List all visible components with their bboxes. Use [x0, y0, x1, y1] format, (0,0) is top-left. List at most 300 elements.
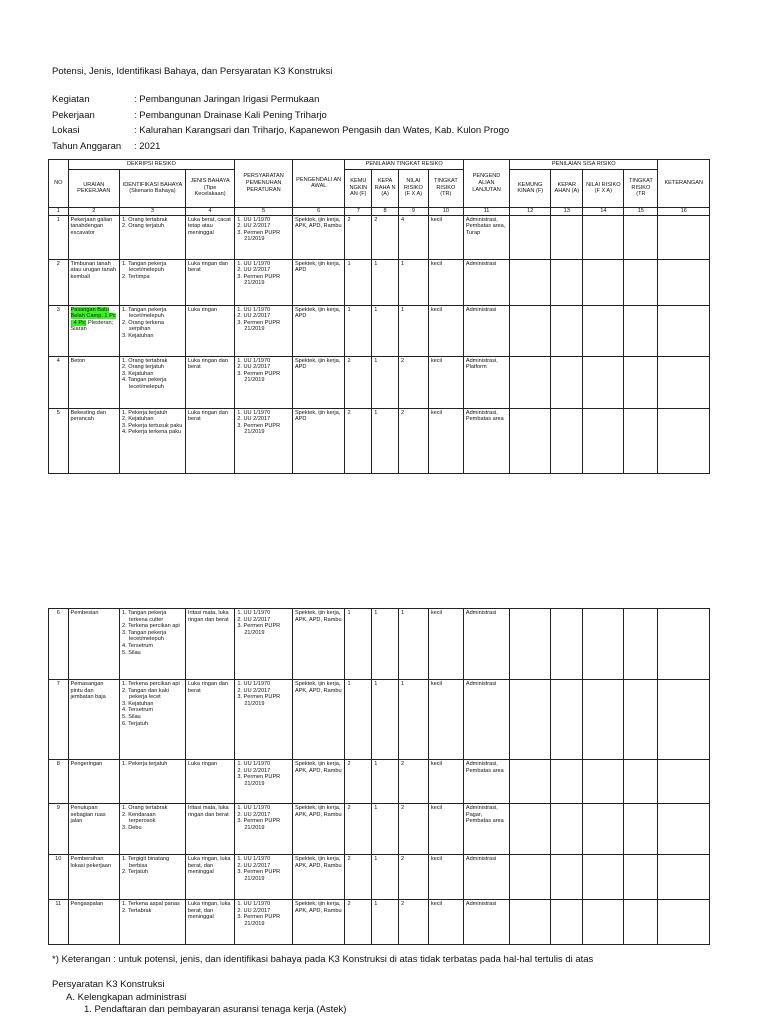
cell-jenis: Luka berat, cacat tetap atau meninggal — [185, 215, 234, 259]
cell-uraian — [68, 900, 119, 945]
cell-empty — [583, 356, 624, 408]
hazard-item: 2. Terkena percikan api — [122, 623, 180, 630]
cell-empty — [583, 804, 624, 855]
cell-tingkat: kecil — [428, 305, 463, 356]
cell-empty — [551, 760, 583, 804]
cell-kemungkinan: 2 — [345, 804, 372, 855]
cell-empty — [658, 356, 710, 408]
uraian-text: Penutupan sebagian ruas jalan — [70, 805, 106, 825]
regulation-list — [237, 761, 290, 787]
cell-jenis: Luka ringan dan berat — [185, 680, 234, 760]
meta-row-tahun — [52, 139, 509, 155]
header-keterangan: KETERANGAN — [658, 160, 710, 208]
meta-value: : 2021 — [134, 140, 161, 152]
regulation-list — [237, 901, 290, 927]
cell-keparahan: 1 — [372, 855, 399, 900]
cell-uraian — [68, 760, 119, 804]
header-kemungkinan: KEMU NGKIN AN (F) — [345, 169, 372, 207]
regulation-item: 1. UU 1/1970 — [237, 856, 271, 862]
hazard-item: 2. Kejatuhan — [122, 416, 154, 423]
header-pengendali-awal: PENGENDALI AN AWAL — [292, 160, 345, 208]
footnote: *) Keterangan : untuk potensi, jenis, dan identifikasi bahaya pada K3 Konstruksi di atas tidak terbatas pada hal-hal tertulis di atas — [52, 954, 594, 965]
regulation-list — [237, 358, 290, 384]
hazard-list — [122, 307, 183, 340]
hazard-item: 4. Tersetrum — [122, 707, 153, 714]
regulation-list — [237, 610, 290, 636]
cell-pengendali-awal: Spektek, ijin kerja, APD — [292, 305, 345, 356]
regulation-item: 1. UU 1/1970 — [237, 901, 271, 907]
col-number: 6 — [292, 207, 345, 215]
cell-keparahan: 1 — [372, 609, 399, 680]
header-persyaratan: PERSYARATAN PEMENUHAN PERATURAN — [235, 160, 293, 208]
cell-empty — [624, 259, 658, 305]
cell-peraturan — [235, 680, 293, 760]
col-number: 16 — [658, 207, 710, 215]
table-row — [49, 900, 710, 945]
cell-kemungkinan: 2 — [345, 900, 372, 945]
cell-empty — [510, 408, 551, 473]
hazard-item: 2. Kendaraan terperosok — [122, 811, 156, 825]
cell-uraian — [68, 804, 119, 855]
risk-table-body-2 — [49, 609, 710, 945]
cell-empty — [510, 680, 551, 760]
meta-label: Pekerjaan — [52, 109, 95, 121]
header-kemungkinan-sisa: KEMUNG KINAN (F) — [510, 169, 551, 207]
regulation-item: 1. UU 1/1970 — [237, 306, 271, 313]
meta-value: : Kalurahan Karangsari dan Triharjo, Kapanewon Pengasih dan Wates, Kab. Kulon Progo — [134, 125, 510, 136]
cell-no: 7 — [49, 680, 69, 760]
cell-bahaya — [120, 408, 186, 473]
cell-keparahan: 1 — [372, 804, 399, 855]
cell-empty — [510, 609, 551, 680]
cell-lanjutan: Administrasi, Pagar, Pembatas area — [463, 804, 509, 855]
uraian-text: Pembesian — [70, 610, 99, 616]
regulation-item: 1. UU 1/1970 — [237, 681, 271, 687]
document-title: Potensi, Jenis, Identifikasi Bahaya, dan Persyaratan K3 Konstruksi — [52, 66, 333, 77]
cell-empty — [551, 804, 583, 855]
cell-empty — [624, 680, 658, 760]
hazard-list — [122, 261, 183, 281]
cell-peraturan — [235, 855, 293, 900]
cell-keparahan: 1 — [372, 760, 399, 804]
hazard-list — [122, 217, 183, 230]
cell-uraian — [68, 215, 119, 259]
cell-empty — [551, 609, 583, 680]
cell-peraturan — [235, 609, 293, 680]
cell-lanjutan: Administrasi — [463, 609, 509, 680]
hazard-item: 1. Orang tertabrak — [122, 216, 168, 223]
cell-uraian — [68, 855, 119, 900]
regulation-item: 2. UU 2/2017 — [237, 616, 271, 623]
regulation-item: 2. UU 2/2017 — [237, 811, 271, 818]
cell-empty — [624, 305, 658, 356]
uraian-text: Pemasangan pintu dan jembatan baja — [70, 681, 106, 701]
cell-uraian — [68, 356, 119, 408]
table-row — [49, 609, 710, 680]
table-row — [49, 215, 710, 259]
cell-kemungkinan: 1 — [345, 259, 372, 305]
meta-label: Kegiatan — [52, 94, 90, 105]
cell-tingkat: kecil — [428, 609, 463, 680]
col-number: 3 — [120, 207, 186, 215]
table-row — [49, 259, 710, 305]
cell-pengendali-awal: Spektek, ijin kerja, APK, APD, Rambu — [292, 855, 345, 900]
cell-tingkat: kecil — [428, 408, 463, 473]
hazard-item: 3. Kejatuhan — [122, 370, 154, 377]
hazard-item: 6. Terjatuh — [122, 720, 149, 727]
cell-empty — [658, 804, 710, 855]
cell-uraian — [68, 259, 119, 305]
cell-empty — [583, 680, 624, 760]
cell-no: 6 — [49, 609, 69, 680]
cell-lanjutan: Administrasi — [463, 259, 509, 305]
hazard-item: 5. Silau — [122, 713, 141, 720]
cell-tingkat: kecil — [428, 215, 463, 259]
cell-empty — [624, 609, 658, 680]
hazard-list — [122, 610, 183, 656]
cell-empty — [624, 215, 658, 259]
cell-keparahan: 1 — [372, 408, 399, 473]
requirements-heading: Persyaratan K3 Konstruksi — [52, 979, 165, 990]
cell-empty — [510, 804, 551, 855]
regulation-item: 2. UU 2/2017 — [237, 862, 271, 869]
uraian-text: Plesteran; Siaran — [70, 319, 114, 333]
cell-empty — [551, 855, 583, 900]
cell-peraturan — [235, 259, 293, 305]
cell-pengendali-awal: Spektek, ijin kerja, APD — [292, 259, 345, 305]
hazard-item: 4. Tersetrum — [122, 642, 153, 649]
cell-jenis: Luka ringan dan berat — [185, 356, 234, 408]
col-number: 1 — [49, 207, 69, 215]
regulation-list — [237, 410, 290, 436]
cell-no: 5 — [49, 408, 69, 473]
regulation-item: 3. Permen PUPR 21/2019 — [237, 273, 281, 287]
header-sisa-risiko: PENILAIAN SISA RISIKO — [510, 160, 658, 170]
cell-tingkat: kecil — [428, 900, 463, 945]
cell-kemungkinan: 2 — [345, 408, 372, 473]
header-deskripsi: DEKRIPSI RESIKO — [68, 160, 235, 170]
cell-peraturan — [235, 408, 293, 473]
requirements-item-1: 1. Pendaftaran dan pembayaran asuransi tenaga kerja (Astek) — [84, 1004, 347, 1015]
hazard-item: 1. Pekerja terjatuh — [122, 761, 168, 767]
cell-bahaya — [120, 259, 186, 305]
regulation-item: 1. UU 1/1970 — [237, 357, 271, 364]
cell-nilai: 1 — [398, 305, 428, 356]
cell-empty — [510, 760, 551, 804]
cell-empty — [624, 804, 658, 855]
uraian-text: Pengeringan — [70, 761, 103, 767]
cell-empty — [551, 215, 583, 259]
cell-no: 3 — [49, 305, 69, 356]
regulation-list — [237, 261, 290, 287]
column-number-row — [49, 207, 710, 215]
hazard-item: 1. Pekerja terjatuh — [122, 409, 168, 416]
cell-empty — [583, 609, 624, 680]
cell-jenis: Luka ringan — [185, 760, 234, 804]
cell-empty — [658, 760, 710, 804]
meta-value: : Pembangunan Drainase Kali Pening Triharjo — [134, 109, 327, 121]
cell-jenis: Luka ringan dan berat — [185, 408, 234, 473]
uraian-text: Bekesting dan perancah — [70, 409, 106, 423]
header-nilai-sisa: NILAI RISIKO (F X A) — [583, 169, 624, 207]
table-row — [49, 356, 710, 408]
cell-bahaya — [120, 900, 186, 945]
cell-empty — [510, 259, 551, 305]
hazard-item: 3. Kejatuhan — [122, 700, 154, 707]
cell-empty — [624, 760, 658, 804]
regulation-item: 2. UU 2/2017 — [237, 907, 271, 914]
hazard-item: 5. Silau — [122, 649, 141, 656]
regulation-item: 2. UU 2/2017 — [237, 267, 271, 274]
cell-uraian — [68, 680, 119, 760]
cell-empty — [551, 680, 583, 760]
regulation-item: 3. Permen PUPR 21/2019 — [237, 869, 281, 882]
cell-jenis: Luka ringan dan berat — [185, 259, 234, 305]
cell-empty — [583, 855, 624, 900]
cell-nilai: 4 — [398, 215, 428, 259]
cell-nilai: 2 — [399, 760, 429, 804]
cell-keparahan: 1 — [372, 680, 399, 760]
hazard-item: 1. Terkena aspal panas — [122, 901, 180, 907]
cell-empty — [510, 855, 551, 900]
cell-empty — [510, 356, 551, 408]
cell-no: 2 — [49, 259, 69, 305]
risk-table-body-1 — [49, 215, 710, 473]
cell-tingkat: kecil — [428, 855, 463, 900]
meta-label: Lokasi — [52, 125, 80, 136]
cell-empty — [658, 215, 710, 259]
cell-no: 4 — [49, 356, 69, 408]
cell-jenis: Iritasi mata, luka ringan dan berat — [185, 804, 234, 855]
header-tingkat-sisa: TINGKAT RISIKO (TR — [624, 169, 658, 207]
uraian-text: Pembersihan lokasi pekerjaan — [70, 856, 111, 869]
hazard-item: 2. Orang terjatuh — [122, 223, 164, 230]
cell-empty — [551, 356, 583, 408]
regulation-item: 1. UU 1/1970 — [237, 761, 271, 767]
uraian-text: Timbunan tanah atau urugan tanah kembali — [70, 260, 116, 280]
hazard-item: 2. Tertabrak — [122, 907, 152, 914]
header-identifikasi: IDENTIFIKASI BAHAYA (Skenario Bahaya) — [120, 169, 186, 207]
hazard-list — [122, 358, 183, 391]
meta-row-lokasi — [52, 123, 509, 139]
project-info — [52, 92, 509, 154]
cell-kemungkinan: 1 — [345, 680, 372, 760]
cell-lanjutan: Administrasi — [463, 305, 509, 356]
col-number: 4 — [185, 207, 234, 215]
meta-row-pekerjaan — [52, 108, 509, 124]
cell-keparahan: 1 — [372, 259, 399, 305]
cell-uraian — [68, 305, 119, 356]
cell-empty — [551, 259, 583, 305]
hazard-item: 2. Orang terjatuh — [122, 364, 164, 371]
cell-empty — [583, 305, 624, 356]
cell-lanjutan: Administrasi — [463, 900, 509, 945]
header-no: NO — [49, 160, 69, 208]
cell-tingkat: kecil — [428, 259, 463, 305]
col-number: 9 — [398, 207, 428, 215]
cell-empty — [551, 900, 583, 945]
cell-nilai: 2 — [398, 356, 428, 408]
col-number: 12 — [510, 207, 551, 215]
cell-kemungkinan: 2 — [345, 356, 372, 408]
cell-nilai: 1 — [398, 259, 428, 305]
cell-pengendali-awal: Spektek, ijin kerja, APK, APD, Rambu — [292, 760, 345, 804]
uraian-text: Pekerjaan galian tanahdengan excavator — [70, 216, 113, 236]
cell-lanjutan: Administrasi, Pembatas area — [463, 760, 509, 804]
regulation-item: 1. UU 1/1970 — [237, 409, 271, 416]
cell-kemungkinan: 1 — [345, 609, 372, 680]
cell-lanjutan: Administrasi — [463, 680, 509, 760]
cell-pengendali-awal: Spektek, ijin kerja, APK, APD, Rambu — [292, 215, 345, 259]
cell-empty — [583, 259, 624, 305]
col-number: 2 — [68, 207, 119, 215]
col-number: 13 — [551, 207, 583, 215]
k3-requirements — [52, 979, 346, 1017]
regulation-item: 3. Permen PUPR 21/2019 — [237, 914, 281, 927]
cell-pengendali-awal: Spektek, ijin kerja, APK, APD, Rambu — [292, 609, 345, 680]
cell-nilai: 1 — [399, 609, 429, 680]
cell-empty — [510, 215, 551, 259]
cell-no: 8 — [49, 760, 69, 804]
uraian-text: Beton — [70, 357, 86, 364]
meta-label: Tahun Anggaran — [52, 140, 122, 152]
regulation-item: 3. Permen PUPR 21/2019 — [237, 319, 281, 333]
cell-lanjutan: Administrasi — [463, 855, 509, 900]
hazard-item: 1. Tangan pekerja lecet/melepuh — [122, 306, 167, 320]
hazard-item: 1. Orang tertabrak — [122, 357, 168, 364]
cell-empty — [658, 408, 710, 473]
cell-pengendali-awal: Spektek, ijin kerja, APK, APD, Rambu — [292, 680, 345, 760]
cell-keparahan: 1 — [372, 356, 399, 408]
cell-peraturan — [235, 804, 293, 855]
meta-value: : Pembangunan Jaringan Irigasi Permukaan — [134, 94, 320, 105]
hazard-list — [122, 856, 183, 876]
regulation-item: 1. UU 1/1970 — [237, 805, 271, 811]
cell-empty — [658, 609, 710, 680]
regulation-item: 3. Permen PUPR 21/2019 — [237, 694, 281, 707]
cell-bahaya — [120, 215, 186, 259]
cell-nilai: 2 — [399, 804, 429, 855]
cell-empty — [658, 680, 710, 760]
header-pengendalian-lanjutan: PENGEND ALIAN LANJUTAN — [463, 160, 509, 208]
cell-bahaya — [120, 855, 186, 900]
cell-tingkat: kecil — [428, 760, 463, 804]
hazard-item: 1. Orang tertabrak — [122, 805, 168, 811]
regulation-list — [237, 856, 290, 882]
cell-kemungkinan: 2 — [345, 760, 372, 804]
hazard-list — [122, 805, 183, 831]
cell-uraian — [68, 408, 119, 473]
cell-pengendali-awal: Spektek, ijin kerja, APD — [292, 408, 345, 473]
cell-empty — [624, 408, 658, 473]
requirements-section-a: A. Kelengkapan administrasi — [66, 991, 187, 1003]
hazard-item: 1. Tangan pekerja terkena cutter — [122, 610, 167, 623]
hazard-item: 3. Debu — [122, 824, 142, 831]
cell-bahaya — [120, 356, 186, 408]
table-row — [49, 804, 710, 855]
cell-no: 1 — [49, 215, 69, 259]
cell-empty — [583, 408, 624, 473]
table-row — [49, 855, 710, 900]
hazard-item: 4. Tangan pekerja lecet/melepuh — [122, 377, 167, 390]
cell-empty — [658, 900, 710, 945]
hazard-list — [122, 761, 183, 768]
cell-keparahan: 1 — [372, 900, 399, 945]
header-keparahan: KEPA RAHA N (A) — [372, 169, 399, 207]
cell-jenis: Luka ringan — [185, 305, 234, 356]
cell-keparahan: 1 — [372, 305, 399, 356]
cell-empty — [551, 305, 583, 356]
table-row — [49, 680, 710, 760]
cell-bahaya — [120, 305, 186, 356]
cell-empty — [624, 356, 658, 408]
hazard-list — [122, 901, 183, 914]
uraian-text: Pengaspalan — [70, 901, 104, 907]
cell-empty — [624, 900, 658, 945]
hazard-item: 1. Terkena percikan api — [122, 681, 180, 687]
header-jenis: JENIS BAHAYA (Tipe Kecelakaan) — [185, 169, 234, 207]
hazard-item: 1. Tangan pekerja lecet/melepuh — [122, 260, 167, 274]
cell-peraturan — [235, 305, 293, 356]
table-row — [49, 760, 710, 804]
regulation-item: 3. Permen PUPR 21/2019 — [237, 422, 281, 436]
cell-nilai: 2 — [398, 408, 428, 473]
cell-peraturan — [235, 900, 293, 945]
regulation-item: 2. UU 2/2017 — [237, 313, 271, 320]
hazard-item: 2. Tangan dan kaki pekerja lecet — [122, 687, 169, 701]
regulation-item: 3. Permen PUPR 21/2019 — [237, 774, 281, 787]
regulation-item: 2. UU 2/2017 — [237, 767, 271, 774]
cell-empty — [551, 408, 583, 473]
cell-jenis: Iritasi mata, luka ringan dan berat — [185, 609, 234, 680]
header-penilaian: PENILAIAN TINGKAT RESIKO — [345, 160, 463, 170]
cell-jenis: Luka ringan, luka berat, dan meninggal — [185, 855, 234, 900]
regulation-item: 1. UU 1/1970 — [237, 610, 271, 616]
cell-nilai: 1 — [399, 680, 429, 760]
regulation-item: 1. UU 1/1970 — [237, 216, 271, 223]
cell-lanjutan: Administrasi, Pembatas area, Turap — [463, 215, 509, 259]
risk-table-page-2 — [48, 608, 710, 945]
cell-tingkat: kecil — [428, 804, 463, 855]
regulation-item: 2. UU 2/2017 — [237, 687, 271, 694]
cell-empty — [624, 855, 658, 900]
cell-lanjutan: Administrasi, Platform — [463, 356, 509, 408]
regulation-item: 3. Permen PUPR 21/2019 — [237, 818, 281, 831]
hazard-list — [122, 410, 183, 436]
table-row — [49, 305, 710, 356]
cell-peraturan — [235, 215, 293, 259]
risk-table-page-1 — [48, 159, 710, 474]
col-number: 5 — [235, 207, 293, 215]
col-number: 10 — [428, 207, 463, 215]
cell-bahaya — [120, 609, 186, 680]
regulation-item: 3. Permen PUPR 21/2019 — [237, 370, 281, 384]
hazard-list — [122, 681, 183, 727]
regulation-item: 2. UU 2/2017 — [237, 364, 271, 371]
cell-empty — [583, 760, 624, 804]
header-nilai: NILAI RISIKO (F X A) — [398, 169, 428, 207]
cell-pengendali-awal: Spektek, ijin kerja, APK, APD, Rambu — [292, 804, 345, 855]
cell-bahaya — [120, 760, 186, 804]
cell-uraian — [68, 609, 119, 680]
cell-empty — [583, 900, 624, 945]
table-row — [49, 408, 710, 473]
cell-no: 10 — [49, 855, 69, 900]
cell-pengendali-awal: Spektek, ijin kerja, APD — [292, 356, 345, 408]
cell-peraturan — [235, 760, 293, 804]
regulation-list — [237, 805, 290, 831]
col-number: 7 — [345, 207, 372, 215]
